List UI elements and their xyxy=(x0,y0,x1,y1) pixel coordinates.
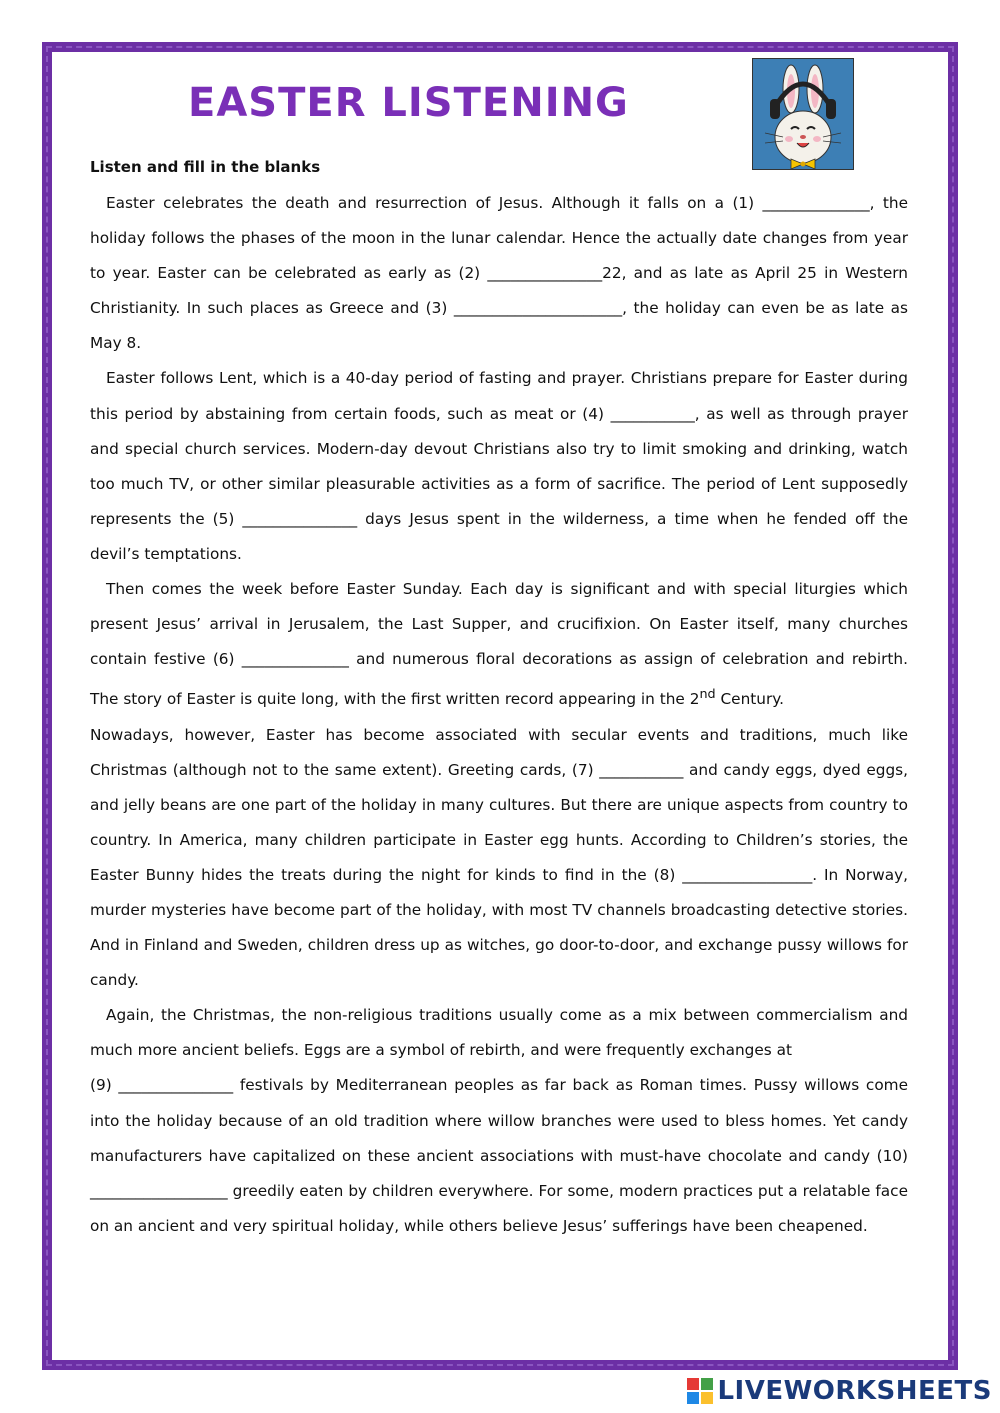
bunny-headphones-image xyxy=(752,58,854,170)
passage xyxy=(90,186,908,1244)
paragraph-3-text: Then comes the week before Easter Sunday. Each day is significant and with special liturgies which present Jesus’ arrival in Jerusalem, the Last Supper, and crucifixion. On Easter itself, many churches contain festive (6) ______________ and numerous floral decorations as assign of celebration and rebirth. The story of Easter is quite long, with the first written record appearing in the 2 xyxy=(90,580,908,709)
paragraph-5-rest: (9) _______________ festivals by Mediterranean peoples as far back as Roman times. Pussy willows come into the holiday because of an old tradition where willow branches were used to bless homes. Yet candy manufacturers have capitalized on these ancient associations with must-have chocolate and candy (10) __________________ greedily eaten by children everywhere. For some, modern practices put a relatable face on an ancient and very spiritual holiday, while others believe Jesus’ sufferings have been cheapened. xyxy=(90,1076,908,1235)
instructions: Listen and fill in the blanks xyxy=(90,158,321,176)
paragraph-5-line1: Again, the Christmas, the non-religious traditions usually come as a mix between commercialism and much more ancient beliefs. Eggs are a symbol of rebirth, and were frequently exchanges at xyxy=(90,1006,908,1060)
liveworksheets-logo xyxy=(687,1373,992,1409)
paragraph-3 xyxy=(90,572,908,717)
watermark-text: LIVEWORKSHEETS xyxy=(717,1376,992,1406)
liveworksheets-icon xyxy=(687,1378,713,1404)
paragraph-5 xyxy=(90,998,908,1244)
paragraph-2: Easter follows Lent, which is a 40-day period of fasting and prayer. Christians prepare for Easter during this period by abstaining from certain foods, such as meat or (4) ___________, as well as through prayer and special church services. Modern-day devout Christians also try to limit smoking and drinking, watch too much TV, or other similar pleasurable activities as a form of sacrifice. The period of Lent supposedly represents the (5) _______________ days Jesus spent in the wilderness, a time when he fended off the devil’s temptations. xyxy=(90,369,908,563)
page-title: EASTER LISTENING xyxy=(188,80,629,126)
paragraph-3-end: Century. xyxy=(715,690,784,709)
bunny-icon xyxy=(753,59,853,169)
ordinal-suffix: nd xyxy=(699,687,716,703)
paragraph-1: Easter celebrates the death and resurrection of Jesus. Although it falls on a (1) ______________, the holiday follows the phases of the moon in the lunar calendar. Hence the actually date changes from year to year. Easter can be celebrated as early as (2) _______________22, and as late as April 25 in Western Christianity. In such places as Greece and (3) ______________________, the holiday can even be as late as May 8. xyxy=(90,194,908,353)
paragraph-4: Nowadays, however, Easter has become associated with secular events and traditions, much like Christmas (although not to the same extent). Greeting cards, (7) ___________ and candy eggs, dyed eggs, and jelly beans are one part of the holiday in many cultures. But there are unique aspects from country to country. In America, many children participate in Easter egg hunts. According to Children’s stories, the Easter Bunny hides the treats during the night for kinds to find in the (8) _________________. In Norway, murder mysteries have become part of the holiday, with most TV channels broadcasting detective stories. And in Finland and Sweden, children dress up as witches, go door-to-door, and exchange pussy willows for candy. xyxy=(90,725,908,990)
